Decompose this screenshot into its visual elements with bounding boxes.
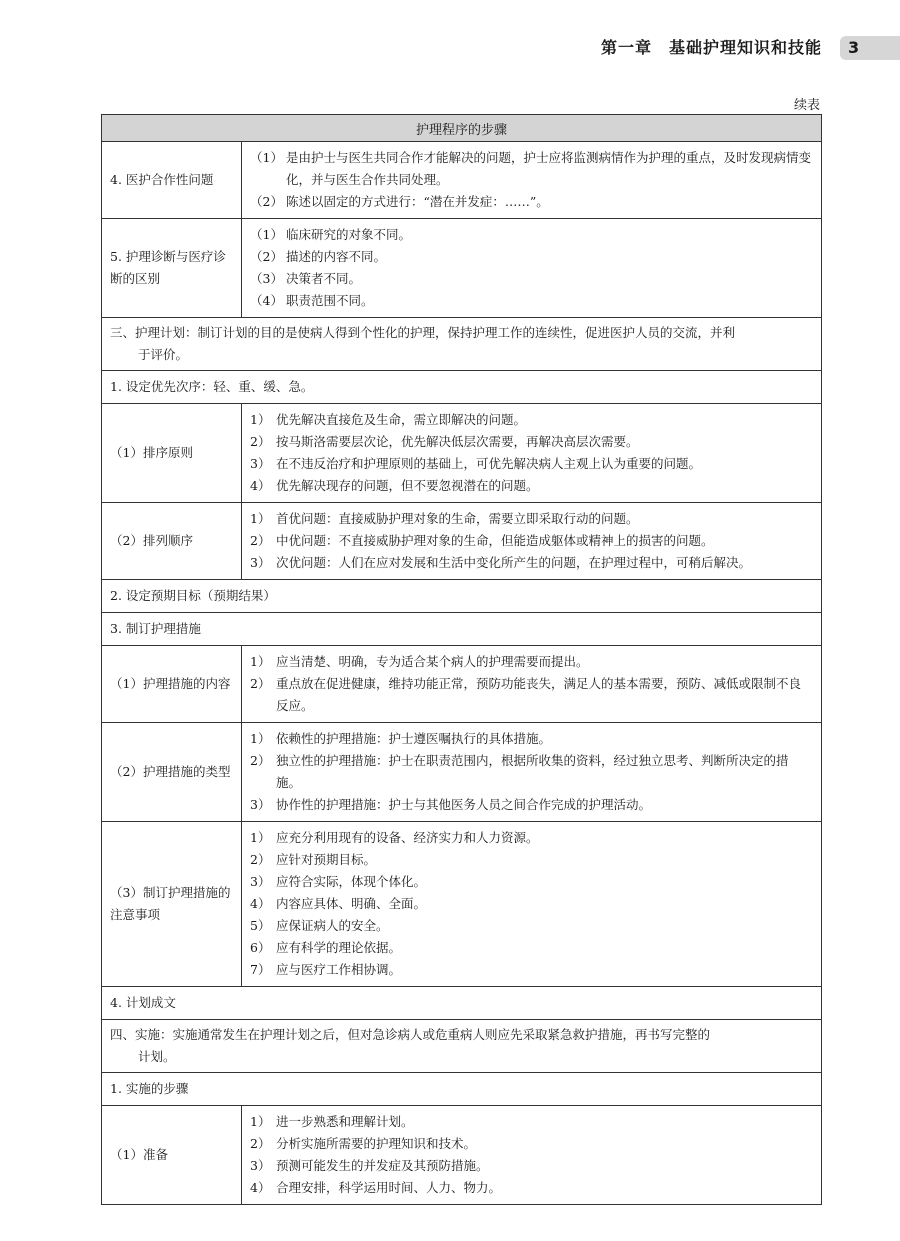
item-text: 应针对预期目标。 <box>276 852 377 867</box>
item-number: 5） <box>250 918 271 933</box>
row-content <box>242 219 822 318</box>
page-number-tab <box>840 36 900 60</box>
list-item <box>250 1111 813 1133</box>
row-content <box>242 1106 822 1205</box>
subheading: 1. 实施的步骤 <box>102 1073 822 1106</box>
item-number: 1） <box>250 830 271 845</box>
table-title: 护理程序的步骤 <box>102 115 822 142</box>
continued-label: 续表 <box>793 98 820 113</box>
item-number: 2） <box>250 852 271 867</box>
list-item <box>250 915 813 937</box>
item-text: 次优问题：人们在应对发展和生活中变化所产生的问题，在护理过程中，可稍后解决。 <box>276 555 752 570</box>
page-number: 3 <box>848 38 860 57</box>
item-text: 应保证病人的安全。 <box>276 918 389 933</box>
list-item <box>250 191 813 213</box>
list-item <box>250 794 813 816</box>
item-number: （1） <box>250 227 283 242</box>
list-item <box>250 268 813 290</box>
list-item <box>250 552 813 574</box>
item-text: 合理安排，科学运用时间、人力、物力。 <box>276 1180 502 1195</box>
item-number: 3） <box>250 1158 271 1173</box>
table-row <box>102 404 822 503</box>
item-number: （2） <box>250 194 283 209</box>
item-text: 按马斯洛需要层次论，优先解决低层次需要，再解决高层次需要。 <box>276 434 639 449</box>
row-label: （1）护理措施的内容 <box>102 646 242 723</box>
item-number: 7） <box>250 962 271 977</box>
table-row <box>102 1073 822 1106</box>
item-number: 3） <box>250 797 271 812</box>
list-item <box>250 871 813 893</box>
item-number: 6） <box>250 940 271 955</box>
item-number: （2） <box>250 249 283 264</box>
list-item <box>250 246 813 268</box>
list-item <box>250 937 813 959</box>
item-text: 优先解决直接危及生命，需立即解决的问题。 <box>276 412 527 427</box>
row-content <box>242 723 822 822</box>
item-text: 协作性的护理措施：护士与其他医务人员之间合作完成的护理活动。 <box>276 797 652 812</box>
list-item <box>250 453 813 475</box>
subheading: 1. 设定优先次序：轻、重、缓、急。 <box>102 371 822 404</box>
item-text: 重点放在促进健康，维持功能正常，预防功能丧失，满足人的基本需要，预防、减低或限制不良反应。 <box>276 676 802 713</box>
table-row <box>102 371 822 404</box>
item-text: 中优问题：不直接威胁护理对象的生命，但能造成躯体或精神上的损害的问题。 <box>276 533 714 548</box>
item-number: 1） <box>250 731 271 746</box>
row-label: （1）准备 <box>102 1106 242 1205</box>
item-text: 是由护士与医生共同合作才能解决的问题，护士应将监测病情作为护理的重点，及时发现病情变化，并与医生合作共同处理。 <box>286 150 812 187</box>
section-three-planning <box>102 318 822 371</box>
section-line: 三、护理计划：制订计划的目的是使病人得到个性化的护理，保持护理工作的连续性，促进医护人员的交流，并利 <box>110 325 736 340</box>
row-label: （3）制订护理措施的注意事项 <box>102 822 242 987</box>
row-content <box>242 822 822 987</box>
item-text: 独立性的护理措施：护士在职责范围内，根据所收集的资料，经过独立思考、判断所决定的措施。 <box>276 753 789 790</box>
row-content <box>242 503 822 580</box>
item-number: 2） <box>250 753 271 768</box>
table-row <box>102 219 822 318</box>
table-row <box>102 646 822 723</box>
list-item <box>250 290 813 312</box>
list-item <box>250 224 813 246</box>
item-text: 内容应具体、明确、全面。 <box>276 896 427 911</box>
item-text: 首优问题：直接威胁护理对象的生命，需要立即采取行动的问题。 <box>276 511 639 526</box>
chapter-title: 第一章 基础护理知识和技能 <box>600 38 822 57</box>
item-text: 描述的内容不同。 <box>286 249 387 264</box>
item-text: 预测可能发生的并发症及其预防措施。 <box>276 1158 489 1173</box>
subheading: 2. 设定预期目标（预期结果） <box>102 580 822 613</box>
item-text: 进一步熟悉和理解计划。 <box>276 1114 414 1129</box>
row-label: （2）护理措施的类型 <box>102 723 242 822</box>
list-item <box>250 893 813 915</box>
row-content <box>242 142 822 219</box>
list-item <box>250 750 813 794</box>
section-heading-row <box>102 1020 822 1073</box>
list-item <box>250 431 813 453</box>
nursing-process-table <box>101 114 822 1205</box>
subheading: 4. 计划成文 <box>102 987 822 1020</box>
list-item <box>250 849 813 871</box>
item-text: 优先解决现存的问题，但不要忽视潜在的问题。 <box>276 478 539 493</box>
item-text: 陈述以固定的方式进行：“潜在并发症：……”。 <box>286 194 549 209</box>
table-row <box>102 822 822 987</box>
item-number: 4） <box>250 896 271 911</box>
list-item <box>250 673 813 717</box>
table-row <box>102 580 822 613</box>
item-number: 1） <box>250 412 271 427</box>
item-number: （4） <box>250 293 283 308</box>
row-label: （1）排序原则 <box>102 404 242 503</box>
item-number: 1） <box>250 511 271 526</box>
item-number: 1） <box>250 654 271 669</box>
table-row <box>102 1106 822 1205</box>
list-item <box>250 1155 813 1177</box>
item-number: （1） <box>250 150 283 165</box>
section-line: 计划。 <box>138 1049 176 1064</box>
item-number: 1） <box>250 1114 271 1129</box>
item-text: 依赖性的护理措施：护士遵医嘱执行的具体措施。 <box>276 731 552 746</box>
list-item <box>250 1177 813 1199</box>
row-content <box>242 404 822 503</box>
row-label: 5. 护理诊断与医疗诊断的区别 <box>102 219 242 318</box>
item-number: 2） <box>250 533 271 548</box>
list-item <box>250 147 813 191</box>
item-number: 2） <box>250 676 271 691</box>
item-text: 应充分利用现有的设备、经济实力和人力资源。 <box>276 830 539 845</box>
running-head <box>0 36 900 60</box>
list-item <box>250 530 813 552</box>
row-content <box>242 646 822 723</box>
table-row <box>102 723 822 822</box>
section-four-implementation <box>102 1020 822 1073</box>
item-text: 分析实施所需要的护理知识和技术。 <box>276 1136 477 1151</box>
section-heading-row <box>102 318 822 371</box>
section-line: 于评价。 <box>138 347 189 362</box>
row-label: （2）排列顺序 <box>102 503 242 580</box>
item-text: 应与医疗工作相协调。 <box>276 962 402 977</box>
item-number: 3） <box>250 555 271 570</box>
item-number: （3） <box>250 271 283 286</box>
table-row <box>102 503 822 580</box>
item-number: 3） <box>250 456 271 471</box>
item-text: 应当清楚、明确，专为适合某个病人的护理需要而提出。 <box>276 654 589 669</box>
item-number: 3） <box>250 874 271 889</box>
item-text: 决策者不同。 <box>286 271 362 286</box>
item-text: 应符合实际，体现个体化。 <box>276 874 427 889</box>
item-text: 临床研究的对象不同。 <box>286 227 412 242</box>
table-row <box>102 142 822 219</box>
row-label: 4. 医护合作性问题 <box>102 142 242 219</box>
list-item <box>250 827 813 849</box>
item-number: 4） <box>250 478 271 493</box>
list-item <box>250 651 813 673</box>
item-number: 2） <box>250 1136 271 1151</box>
section-line: 四、实施：实施通常发生在护理计划之后，但对急诊病人或危重病人则应先采取紧急救护措施，再书写完整的 <box>110 1027 711 1042</box>
table-row <box>102 613 822 646</box>
item-text: 职责范围不同。 <box>286 293 374 308</box>
item-number: 2） <box>250 434 271 449</box>
table-row <box>102 987 822 1020</box>
item-text: 应有科学的理论依据。 <box>276 940 402 955</box>
item-number: 4） <box>250 1180 271 1195</box>
subheading: 3. 制订护理措施 <box>102 613 822 646</box>
list-item <box>250 1133 813 1155</box>
item-text: 在不违反治疗和护理原则的基础上，可优先解决病人主观上认为重要的问题。 <box>276 456 702 471</box>
list-item <box>250 508 813 530</box>
list-item <box>250 728 813 750</box>
list-item <box>250 475 813 497</box>
list-item <box>250 959 813 981</box>
list-item <box>250 409 813 431</box>
